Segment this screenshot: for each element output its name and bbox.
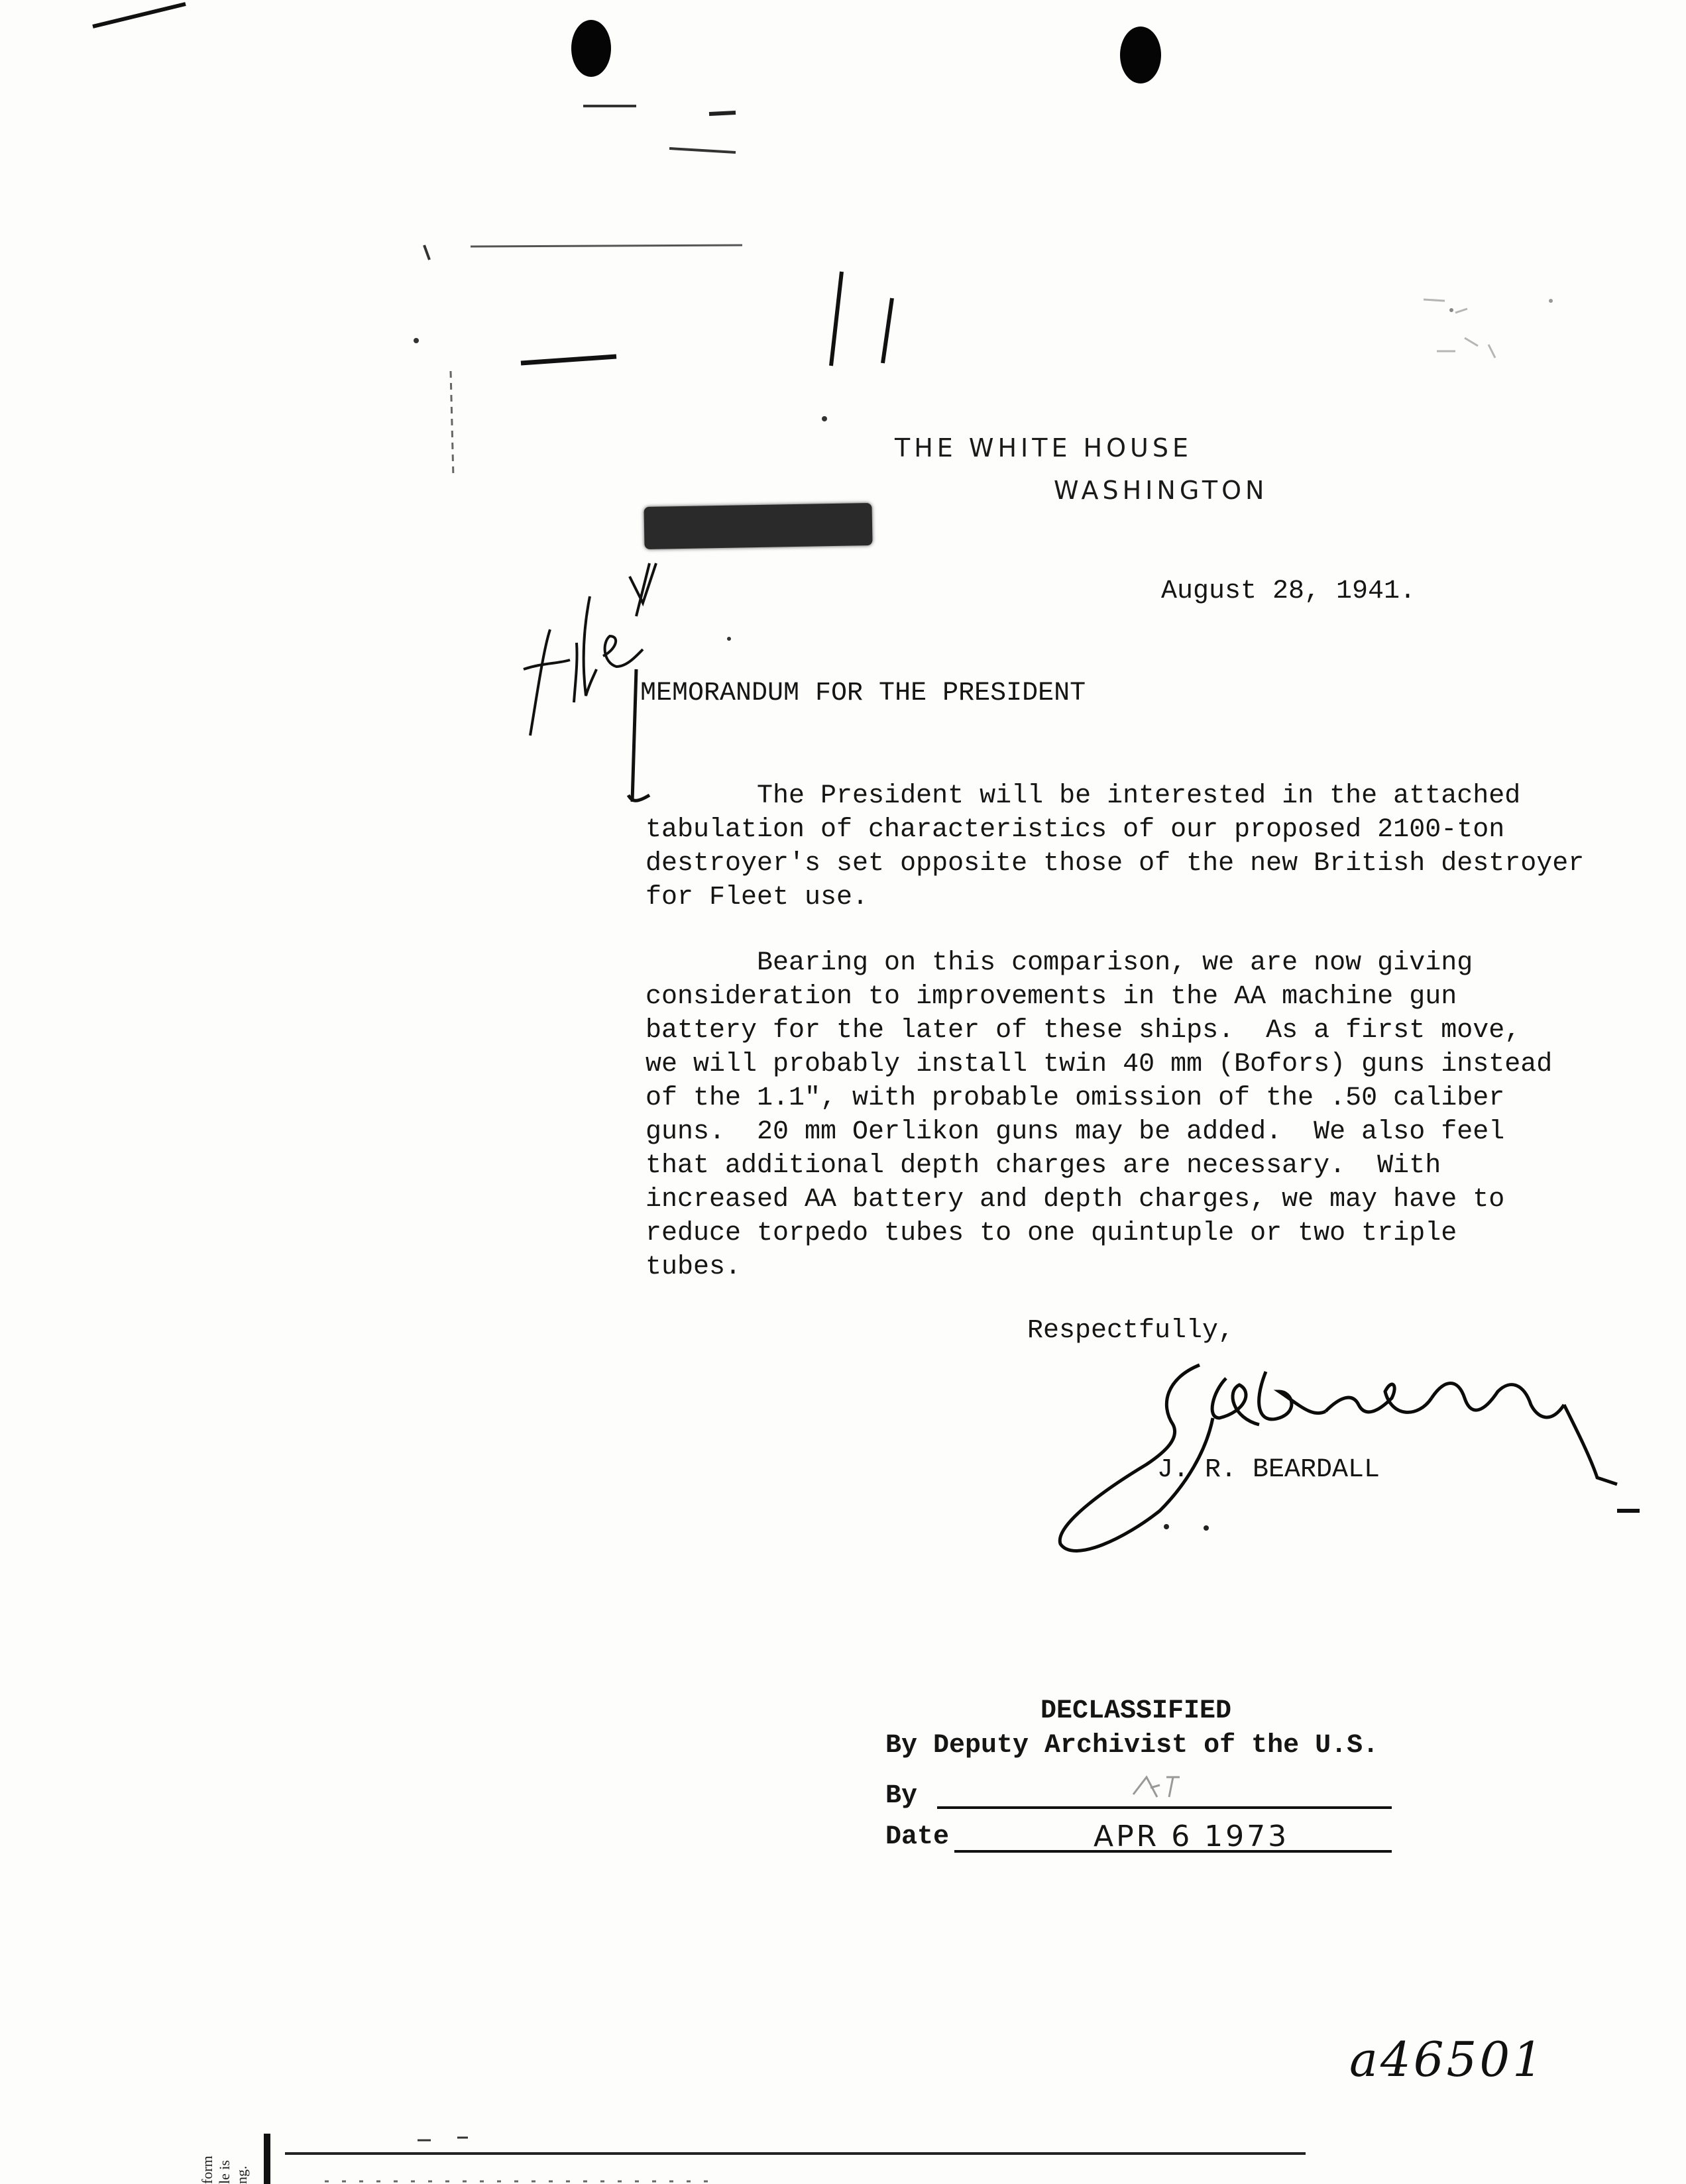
redaction-bar <box>644 503 872 549</box>
body-line: tabulation of characteristics of our proposed 2100-ton <box>646 815 1505 845</box>
memo-heading: MEMORANDUM FOR THE PRESIDENT <box>640 679 1086 708</box>
closing: Respectfully, <box>1027 1316 1235 1346</box>
declassified-date-value: APR 6 1973 <box>1094 1820 1290 1853</box>
declassified-date-label: Date <box>885 1822 950 1852</box>
body-line: battery for the later of these ships. As a first move, <box>646 1016 1521 1046</box>
letterhead-line-1: THE WHITE HOUSE <box>895 433 1192 463</box>
declassified-title: DECLASSIFIED <box>1040 1696 1232 1726</box>
body-line: The President will be interested in the attached <box>646 781 1521 811</box>
bottom-specks <box>0 2131 1686 2184</box>
letterhead-line-2: WASHINGTON <box>1054 476 1268 505</box>
side-margin-text: form le is ng. <box>199 2156 250 2184</box>
body-line: tubes. <box>646 1252 742 1282</box>
signature-name: J. R. BEARDALL <box>1157 1455 1380 1485</box>
archive-number: a46501 <box>1349 2032 1546 2087</box>
body-line: reduce torpedo tubes to one quintuple or two triple <box>646 1219 1457 1248</box>
body-line: increased AA battery and depth charges, we may have to <box>646 1185 1505 1215</box>
stray-marks <box>0 0 1686 530</box>
body-line: destroyer's set opposite those of the new British destroyer <box>646 849 1585 879</box>
body-line: of the 1.1", with probable omission of the .50 caliber <box>646 1083 1505 1113</box>
tick-marks <box>716 629 981 669</box>
stamp-initials <box>1120 1768 1200 1808</box>
body-line: that additional depth charges are necessary. With <box>646 1151 1441 1181</box>
memo-date: August 28, 1941. <box>1161 576 1416 606</box>
stray-marks-lower <box>0 1484 1686 1617</box>
body-line: for Fleet use. <box>646 883 869 912</box>
declassified-by-label: By <box>885 1781 918 1811</box>
body-line: Bearing on this comparison, we are now giving <box>646 948 1473 978</box>
body-line: we will probably install twin 40 mm (Bofors) guns instead <box>646 1050 1553 1079</box>
body-line: consideration to improvements in the AA machine gun <box>646 982 1457 1012</box>
body-line: guns. 20 mm Oerlikon guns may be added. We also feel <box>646 1117 1505 1147</box>
declassified-authority: By Deputy Archivist of the U.S. <box>885 1731 1379 1761</box>
